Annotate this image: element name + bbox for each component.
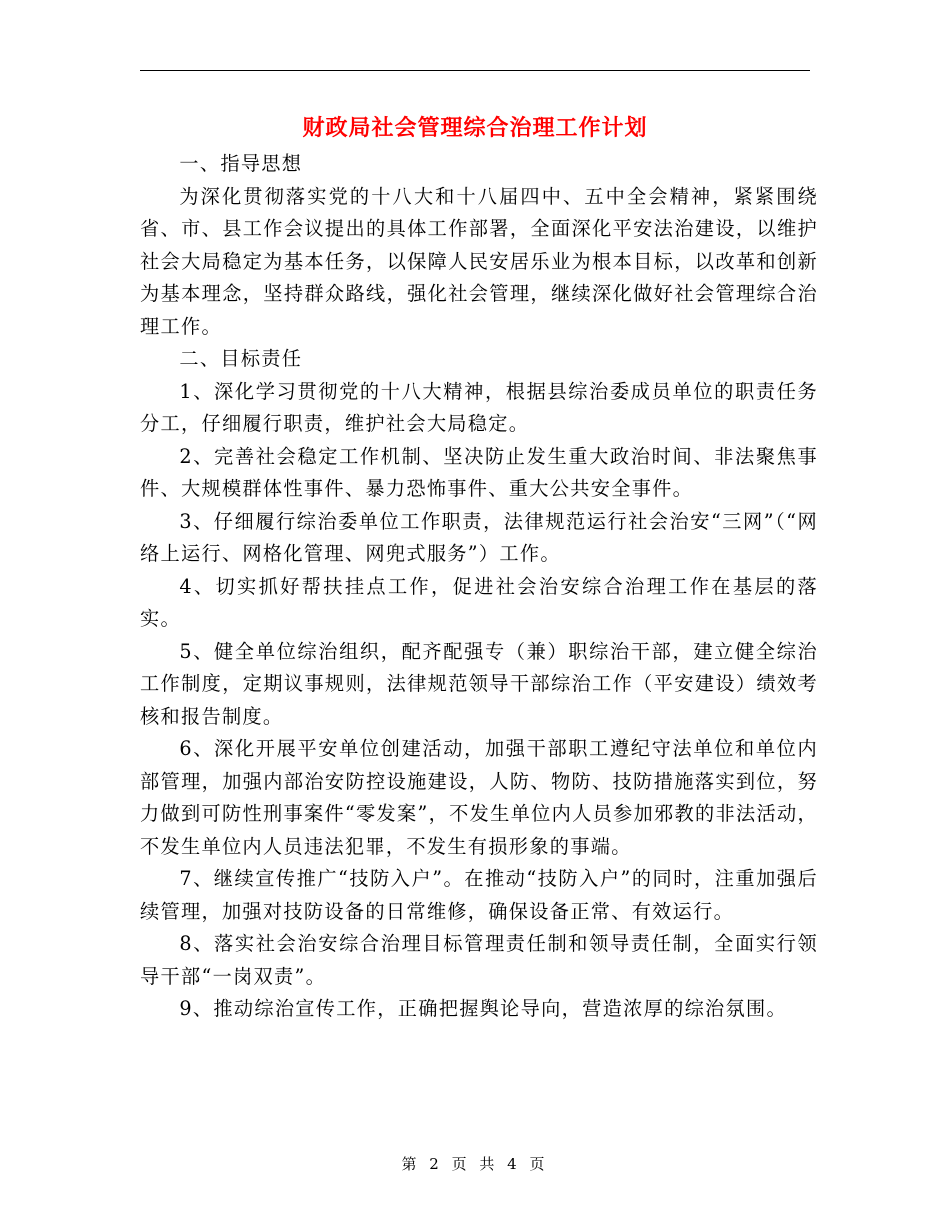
paragraph-item-1: 1、深化学习贯彻党的十八大精神，根据县综治委成员单位的职责任务分工，仔细履行职责，维护社会大局稳定。 [140, 379, 818, 435]
section-heading-target-responsibility: 二、目标责任 [179, 347, 303, 370]
paragraph-item-4: 4、切实抓好帮扶挂点工作，促进社会治安综合治理工作在基层的落实。 [140, 574, 818, 630]
page-number-footer: 第 2 页 共 4 页 [401, 1155, 549, 1173]
paragraph-item-8: 8、落实社会治安综合治理目标管理责任制和领导责任制，全面实行领导干部“一岗双责”。 [140, 932, 818, 988]
paragraph-item-6: 6、深化开展平安单位创建活动，加强干部职工遵纪守法单位和单位内部管理，加强内部治安防控设施建设，人防、物防、技防措施落实到位，努力做到可防性刑事案件“零发案”，不发生单位内人员参加邪教的非法活动，不发生单位内人员违法犯罪，不发生有损形象的事端。 [140, 737, 818, 858]
section-heading-guiding-thought: 一、指导思想 [179, 152, 303, 175]
paragraph-item-3: 3、仔细履行综治委单位工作职责，法律规范运行社会治安“三网”（“网络上运行、网格化管理、网兜式服务”）工作。 [140, 509, 818, 565]
paragraph-item-7: 7、继续宣传推广“技防入户”。在推动“技防入户”的同时，注重加强后续管理，加强对技防设备的日常维修，确保设备正常、有效运行。 [140, 867, 818, 923]
paragraph-item-9: 9、推动综治宣传工作，正确把握舆论导向，营造浓厚的综治氛围。 [179, 997, 788, 1020]
paragraph-item-2: 2、完善社会稳定工作机制、坚决防止发生重大政治时间、非法聚焦事件、大规模群体性事件、暴力恐怖事件、重大公共安全事件。 [140, 444, 818, 500]
document-title: 财政局社会管理综合治理工作计划 [302, 115, 648, 141]
document-body [140, 148, 818, 1026]
paragraph: 为深化贯彻落实党的十八大和十八届四中、五中全会精神，紧紧围绕省、市、县工作会议提出的具体工作部署，全面深化平安法治建设，以维护社会大局稳定为基本任务，以保障人民安居乐业为根本目标，以改革和创新为基本理念，坚持群众路线，强化社会管理，继续深化做好社会管理综合治理工作。 [140, 184, 818, 338]
paragraph-item-5: 5、健全单位综治组织，配齐配强专（兼）职综治干部，建立健全综治工作制度，定期议事规则，法律规范领导干部综治工作（平安建设）绩效考核和报告制度。 [140, 639, 818, 728]
header-rule [140, 70, 810, 71]
